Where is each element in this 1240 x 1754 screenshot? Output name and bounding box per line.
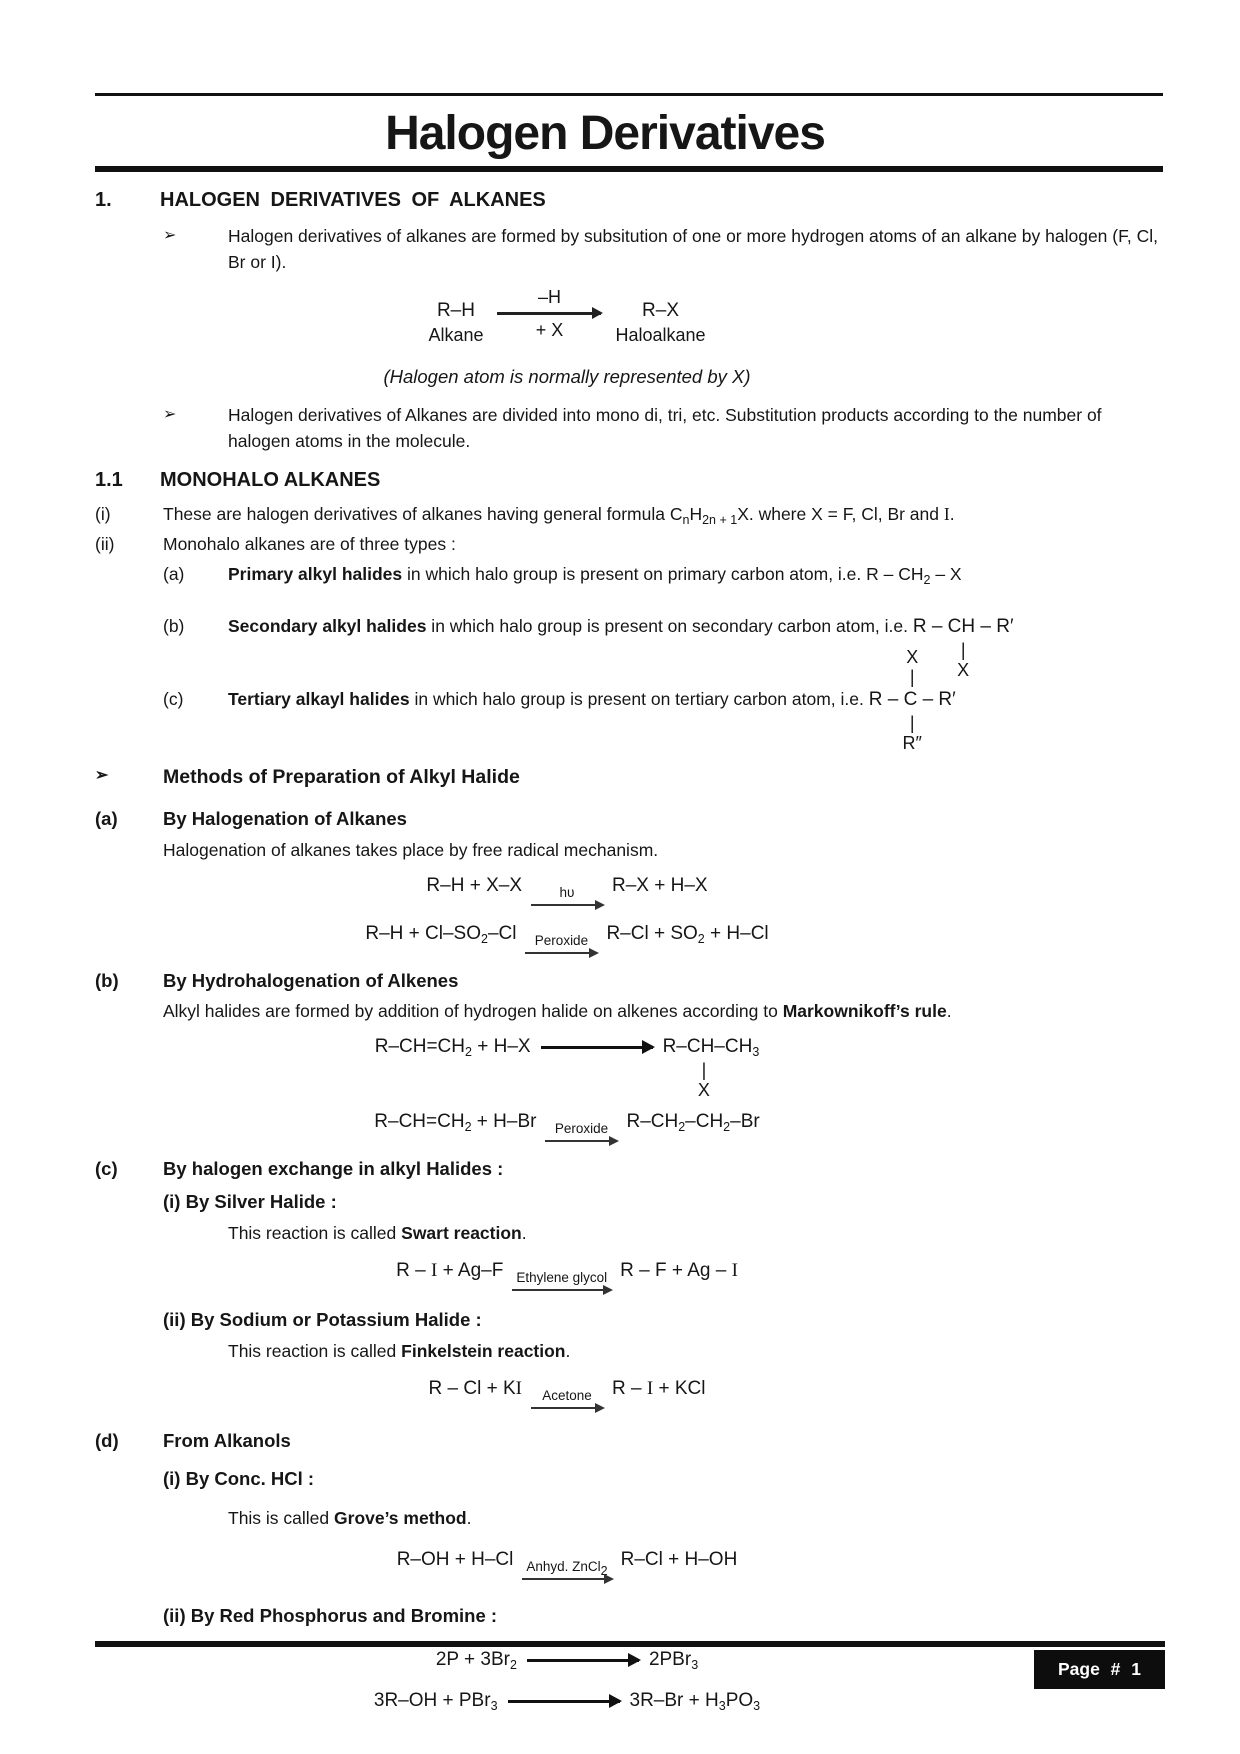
arrowhead-bullet-icon: ➢ xyxy=(95,767,109,784)
method-c-i-body: This reaction is called Swart reaction. xyxy=(228,1223,527,1243)
structure-secondary-halide xyxy=(912,614,1014,680)
item-label: (ii) xyxy=(95,534,115,554)
item-text xyxy=(228,647,1163,753)
product-formula: R–X xyxy=(642,300,679,321)
arrow-top-label: –H xyxy=(537,287,561,307)
reaction-swart xyxy=(95,1257,1163,1294)
item-i xyxy=(95,501,1163,527)
structure-main-line: R – C – R′ xyxy=(868,689,956,710)
italic-note: (Halogen atom is normally represented by X) xyxy=(383,366,751,387)
item-label: (i) xyxy=(95,504,111,524)
item-sentence: Tertiary alkayl halides in which halo group is present on tertiary carbon atom, i.e. xyxy=(228,689,869,709)
reaction-rhs: R – I + KCl xyxy=(611,1378,706,1399)
section-1-heading xyxy=(95,186,1163,214)
arrow-label: Anhyd. ZnCl$_2$ xyxy=(526,1559,608,1578)
reaction-halogenation-2 xyxy=(95,920,1163,957)
type-b-secondary xyxy=(95,613,1163,680)
reaction-arrow xyxy=(545,1121,617,1145)
item-label: (a) xyxy=(163,564,185,584)
structure-main-line: $R-CH-CH_3$ xyxy=(662,1036,760,1059)
reaction-rhs: $R-CH_2-CH_2-Br$ xyxy=(626,1111,760,1134)
method-label: (b) xyxy=(95,970,119,991)
reactant-name: Alkane xyxy=(428,325,484,345)
arrow-label: Peroxide xyxy=(554,1121,609,1136)
reaction-markovnikov xyxy=(95,1033,1163,1100)
reaction-arrow xyxy=(531,885,603,909)
structure-main-line: R – CH – R′ xyxy=(912,616,1014,637)
method-label: (d) xyxy=(95,1430,119,1451)
method-d-ii-heading: (ii) By Red Phosphorus and Bromine : xyxy=(163,1605,498,1626)
item-text xyxy=(228,613,1163,680)
item-sentence: Secondary alkyl halides in which halo group is present on secondary carbon atom, i.e. xyxy=(228,616,913,636)
bottom-rule xyxy=(95,1641,1165,1647)
reaction-arrow xyxy=(512,1270,611,1294)
structure-markov-product xyxy=(662,1034,760,1100)
method-a-body: Halogenation of alkanes takes place by free radical mechanism. xyxy=(163,840,659,860)
methods-heading xyxy=(95,763,1163,791)
reaction-finkelstein xyxy=(95,1375,1163,1412)
method-title: By Halogenation of Alkanes xyxy=(163,808,407,829)
reaction-arrow xyxy=(522,1559,611,1583)
structure-bond-above: X | xyxy=(906,647,919,687)
reaction-lhs: 3R–OH + PBr$_3$ xyxy=(373,1690,498,1713)
section-1-1-heading xyxy=(95,466,1163,494)
reaction-antimarkovnikov xyxy=(95,1108,1163,1145)
arrow-line xyxy=(531,1407,603,1409)
page-content xyxy=(0,186,1240,1714)
method-c-i-heading: (i) By Silver Halide : xyxy=(163,1191,337,1212)
page-title: Halogen Derivatives xyxy=(385,107,825,160)
page-number-badge: Page # 1 xyxy=(1034,1650,1165,1689)
section-number: 1. xyxy=(95,189,112,211)
reaction-arrow xyxy=(497,285,601,342)
method-title: By halogen exchange in alkyl Halides : xyxy=(163,1158,504,1179)
type-a-primary xyxy=(95,561,1163,587)
method-label: (c) xyxy=(95,1158,118,1179)
top-rule xyxy=(95,93,1163,96)
reaction-arrow xyxy=(527,1659,639,1662)
reaction-lhs: $R-CH=CH_2 + H-X$ xyxy=(374,1036,531,1059)
reaction-rhs: 2PBr$_3$ xyxy=(648,1649,699,1672)
item-label: (c) xyxy=(163,689,184,709)
item-text: Primary alkyl halides in which halo group is present on primary carbon atom, i.e. R – $CH_2$ – X xyxy=(228,564,962,587)
item-ii xyxy=(95,531,1163,557)
reaction-arrow xyxy=(508,1700,620,1703)
bullet-item-1 xyxy=(95,223,1163,275)
reaction-phosphorus-1 xyxy=(95,1646,1163,1673)
reactant-formula: R–H xyxy=(436,300,475,321)
section-title: HALOGEN DERIVATIVES OF ALKANES xyxy=(160,189,546,211)
reaction-phosphorus-2 xyxy=(95,1687,1163,1714)
reaction-arrow xyxy=(525,933,597,957)
method-d-heading xyxy=(95,1427,1163,1454)
arrow-line xyxy=(497,312,601,315)
section-number: 1.1 xyxy=(95,469,123,491)
reaction-lhs: $R-H + Cl-SO_2-Cl$ xyxy=(365,923,517,946)
reactant-column xyxy=(428,285,483,348)
reaction-rhs: R–X + H–X xyxy=(612,875,708,896)
arrow-label: hυ xyxy=(559,885,575,900)
method-d-i-heading: (i) By Conc. HCl : xyxy=(163,1468,315,1489)
item-label: (b) xyxy=(163,616,185,636)
section-title: MONOHALO ALKANES xyxy=(160,469,381,491)
method-a-heading xyxy=(95,805,1163,832)
product-column xyxy=(615,285,705,348)
reaction-alkane-haloalkane xyxy=(95,285,1163,348)
item-text: These are halogen derivatives of alkanes having general formula $C_nH_{2n + 1}X$. where X = F, Cl, Br and I. xyxy=(163,504,955,527)
methods-title: Methods of Preparation of Alkyl Halide xyxy=(163,766,520,788)
arrow-label: Peroxide xyxy=(534,933,589,948)
method-c-ii-heading: (ii) By Sodium or Potassium Halide : xyxy=(163,1309,482,1330)
arrow-line xyxy=(525,952,597,954)
structure-bond-below: | X xyxy=(697,1060,710,1100)
reaction-arrow xyxy=(541,1046,653,1049)
reaction-lhs: $2P + 3Br_2$ xyxy=(435,1649,517,1672)
item-text: Monohalo alkanes are of three types : xyxy=(163,534,456,554)
structure-tertiary-halide xyxy=(868,647,956,753)
type-c-tertiary xyxy=(95,647,1163,753)
bullet-text: Halogen derivatives of alkanes are formed by subsitution of one or more hydrogen atoms of an alkane by halogen (F, Cl, Br or I). xyxy=(228,226,1158,272)
arrow-line xyxy=(545,1140,617,1142)
reaction-rhs: R–Cl + H–OH xyxy=(620,1549,738,1570)
arrow-line xyxy=(512,1289,611,1291)
reaction-lhs: R – Cl + KI xyxy=(428,1378,522,1399)
reaction-lhs: R – I + Ag–F xyxy=(396,1260,504,1281)
method-d-i-body: This is called Grove’s method. xyxy=(228,1508,472,1528)
method-label: (a) xyxy=(95,808,118,829)
structure-bond-below: | R″ xyxy=(902,713,922,753)
title-underline xyxy=(95,166,1163,172)
reaction-halogenation-1 xyxy=(95,872,1163,909)
method-b-heading xyxy=(95,967,1163,994)
method-b-body: Alkyl halides are formed by addition of hydrogen halide on alkenes according to Markownikoff’s rule. xyxy=(163,1001,952,1021)
method-c-heading xyxy=(95,1155,1163,1182)
product-name: Haloalkane xyxy=(615,325,706,345)
method-title: By Hydrohalogenation of Alkenes xyxy=(163,970,459,991)
reaction-rhs: $R-Cl + SO_2 + H-Cl$ xyxy=(606,923,769,946)
bullet-text: Halogen derivatives of Alkanes are divided into mono di, tri, etc. Substitution products according to the number of halogen atoms in the molecule. xyxy=(228,405,1102,451)
method-c-ii-body: This reaction is called Finkelstein reaction. xyxy=(228,1341,571,1361)
arrow-label: Acetone xyxy=(542,1388,592,1403)
arrow-line xyxy=(531,904,603,906)
arrow-line xyxy=(522,1578,611,1580)
reaction-rhs: R – F + Ag – I xyxy=(620,1260,738,1281)
arrow-label: Ethylene glycol xyxy=(516,1270,608,1285)
reaction-rhs: $3R-Br + H_3PO_3$ xyxy=(629,1690,761,1713)
reaction-lhs: $R-CH=CH_2 + H-Br$ xyxy=(374,1111,537,1134)
reaction-grove xyxy=(95,1546,1163,1583)
arrowhead-bullet-icon: ➢ xyxy=(163,406,177,423)
reaction-lhs: R–H + X–X xyxy=(426,875,522,896)
method-title: From Alkanols xyxy=(163,1430,291,1451)
reaction-lhs: R–OH + H–Cl xyxy=(396,1549,514,1570)
bullet-item-2 xyxy=(95,402,1163,454)
arrowhead-bullet-icon: ➢ xyxy=(163,227,177,244)
reaction-arrow xyxy=(531,1388,603,1412)
arrow-bottom-label: + X xyxy=(535,319,564,340)
structure-bond-below: | X xyxy=(957,640,970,680)
